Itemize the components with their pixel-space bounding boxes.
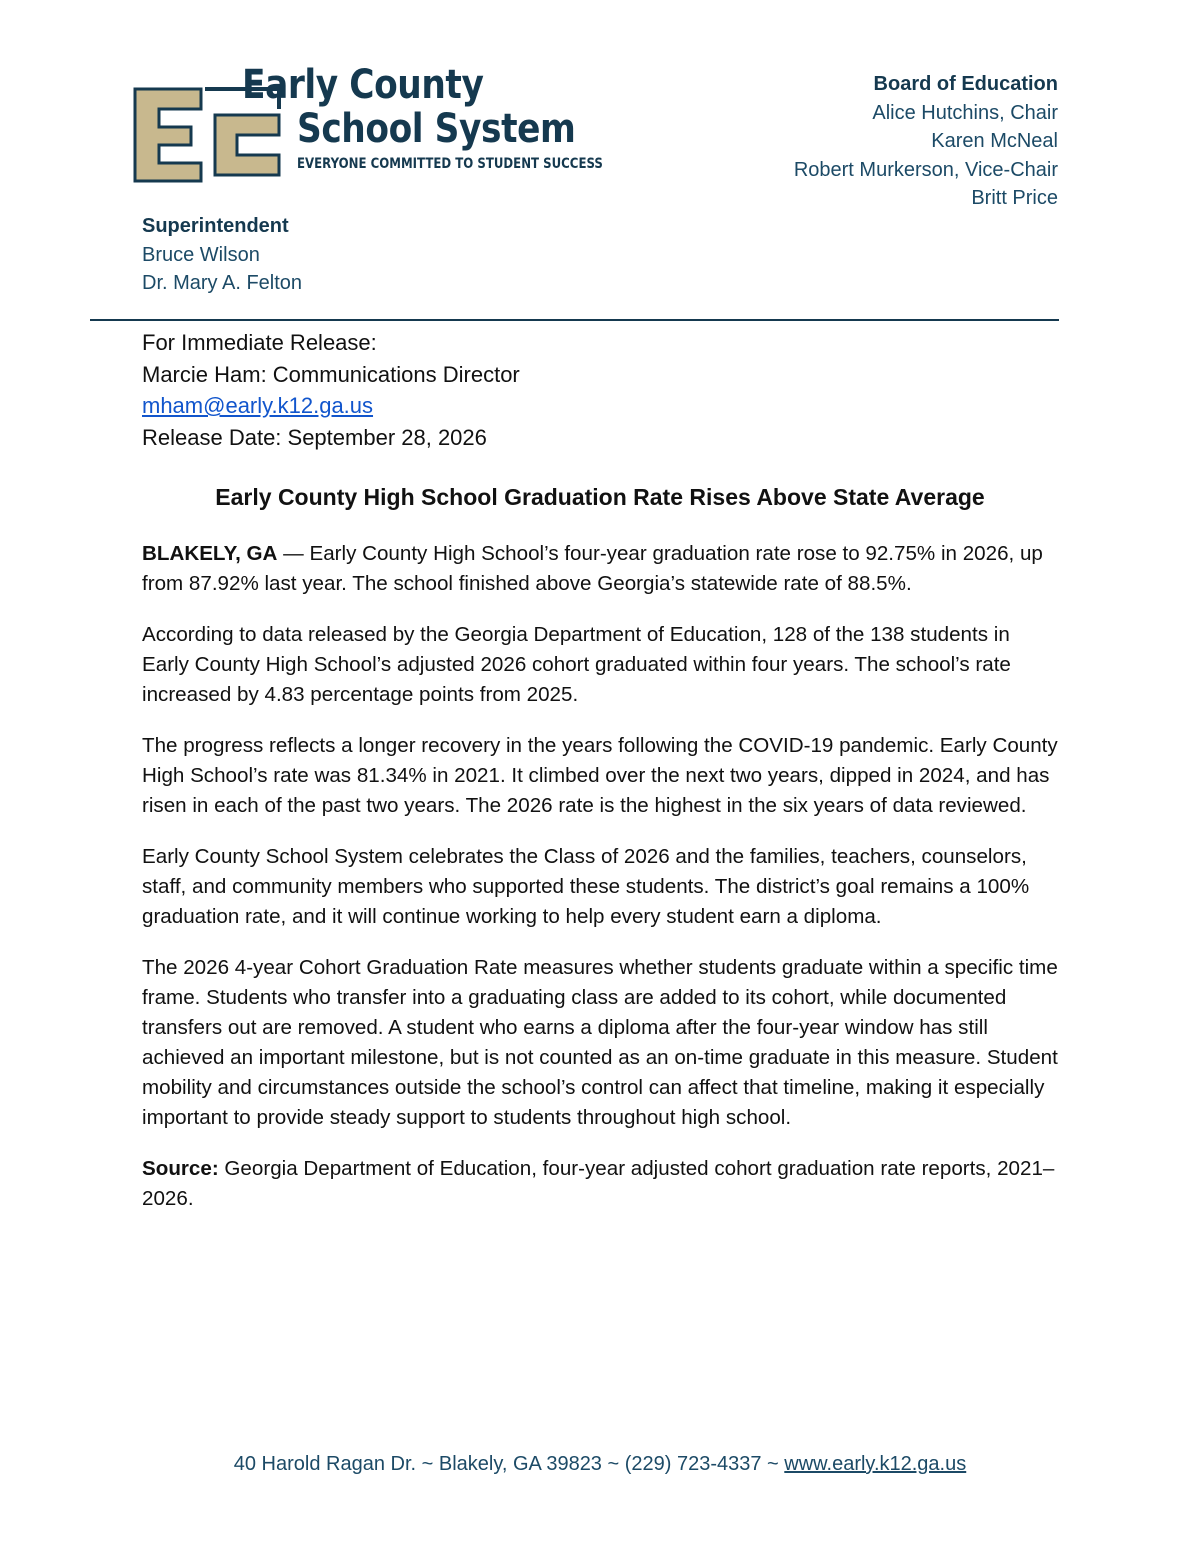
release-label: For Immediate Release: — [142, 330, 377, 355]
superintendent-name: Dr. Mary A. Felton — [142, 272, 303, 294]
dateline: BLAKELY, GA — [142, 542, 278, 565]
body-paragraph — [142, 539, 1062, 599]
release-contact-block — [142, 327, 520, 453]
footer-website-link[interactable]: www.early.k12.ga.us — [784, 1453, 967, 1475]
body-paragraph: The 2026 4-year Cohort Graduation Rate measures whether students graduate within a specific time frame. Students who transfer into a graduating class are added to its cohort, while documented transfers out are removed. A student who earns a diploma after the four-year window has still achieved an important milestone, but is not counted as an on-time graduate in this measure. Student mobility and circumstances outside the school’s control can affect that timeline, making it especially important to provide steady support to students throughout high school. — [142, 956, 1058, 1129]
board-heading: Board of Education — [873, 73, 1058, 95]
source-label: Source: — [142, 1157, 219, 1180]
release-date: Release Date: September 28, 2026 — [142, 424, 487, 450]
district-logo — [133, 60, 623, 180]
release-contact: Marcie Ham: Communications Director — [142, 361, 520, 387]
press-release-body — [142, 539, 1062, 1235]
press-release-headline: Early County High School Graduation Rate Rises Above State Average — [215, 484, 985, 510]
logo-title-line1: Early County — [242, 62, 484, 108]
source-paragraph — [142, 1154, 1062, 1214]
logo-title-line2: School System — [297, 106, 576, 152]
logo-tagline: EVERYONE COMMITTED TO STUDENT SUCCESS — [297, 156, 603, 172]
body-paragraph: The progress reflects a longer recovery in the years following the COVID-19 pandemic. Early County High School’s rate was 81.34% in 2021. It climbed over the next two years, dipped in 2024, and has risen in each of the past two years. The 2026 rate is the highest in the six years of data reviewed. — [142, 734, 1058, 817]
superintendent-heading: Superintendent — [142, 215, 289, 237]
footer-address — [0, 1453, 1200, 1476]
header-divider — [90, 319, 1059, 321]
board-member: Britt Price — [971, 187, 1058, 209]
superintendent-name: Bruce Wilson — [142, 243, 260, 266]
source-text: Georgia Department of Education, four-year adjusted cohort graduation rate reports, 2021–2026. — [142, 1157, 1055, 1210]
superintendent-block — [142, 212, 302, 298]
paragraph-text: — Early County High School’s four-year graduation rate rose to 92.75% in 2026, up from 87.92% last year. The school finished above Georgia’s statewide rate of 88.5%. — [142, 542, 1043, 595]
contact-email-link[interactable]: mham@early.k12.ga.us — [142, 393, 374, 418]
footer-address-text: 40 Harold Ragan Dr. ~ Blakely, GA 39823 ~ (229) 723-4337 ~ — [233, 1453, 785, 1475]
board-of-education — [794, 70, 1058, 213]
board-member: Robert Murkerson, Vice-Chair — [793, 158, 1058, 181]
body-paragraph: Early County School System celebrates the Class of 2026 and the families, teachers, counselors, staff, and community members who supported these students. The district’s goal remains a 100% graduation rate, and it will continue working to help every student earn a diploma. — [142, 845, 1030, 928]
board-member: Alice Hutchins, Chair — [872, 101, 1058, 124]
body-paragraph: According to data released by the Georgia Department of Education, 128 of the 138 students in Early County High School’s adjusted 2026 cohort graduated within four years. The school’s rate increased by 4.83 percentage points from 2025. — [142, 623, 1011, 706]
board-member: Karen McNeal — [931, 130, 1058, 152]
